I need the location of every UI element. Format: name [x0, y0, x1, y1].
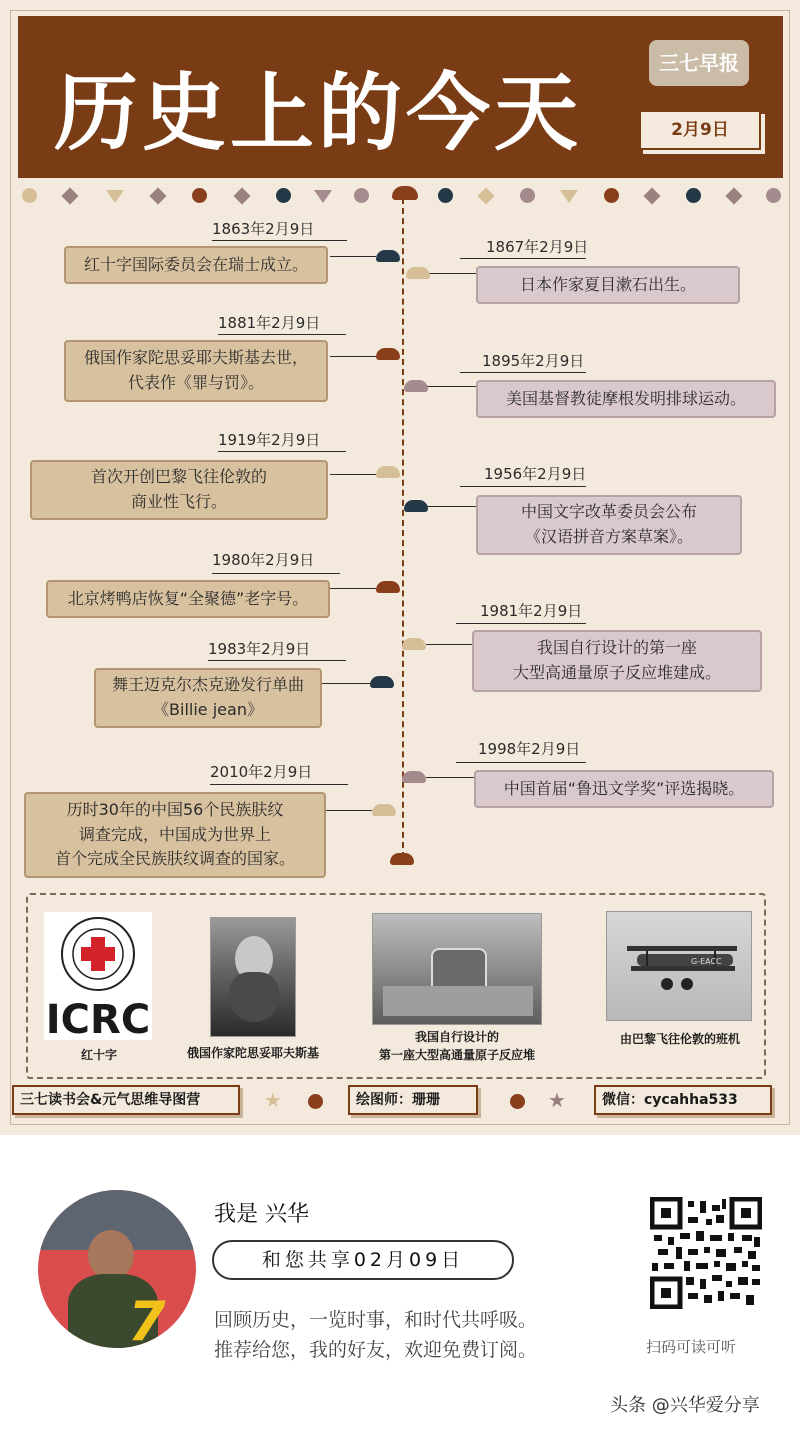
deco-dot: [22, 188, 37, 203]
footer-wechat: 微信：cycahha533: [594, 1085, 772, 1115]
decorative-row: [18, 186, 783, 206]
header-banner: [18, 16, 783, 178]
connector-line: [322, 683, 376, 684]
cloud-icon: [376, 250, 400, 262]
deco-heart: [314, 190, 332, 203]
cloud-icon: [404, 380, 428, 392]
deco-dot: [766, 188, 781, 203]
share-date-pill: 和您共享02月09日: [212, 1240, 514, 1280]
event-date: 1998年2月9日: [478, 740, 581, 758]
connector-line: [456, 623, 586, 624]
photo-caption: 我国自行设计的 第一座大型高通量原子反应堆: [378, 1030, 535, 1062]
connector-line: [218, 451, 346, 452]
event-date: 1919年2月9日: [218, 431, 321, 449]
cloud-icon: [372, 804, 396, 816]
cloud-icon: [390, 853, 414, 865]
connector-line: [330, 474, 376, 475]
date-tag: 2月9日: [639, 110, 761, 150]
cloud-icon: [370, 676, 394, 688]
deco-dot: [604, 188, 619, 203]
qr-caption: 扫码可读可听: [646, 1338, 737, 1356]
airplane-photo: [606, 911, 752, 1021]
cloud-icon: [376, 348, 400, 360]
deco-dot: [276, 188, 291, 203]
cloud-icon: [402, 771, 426, 783]
deco-diamond: [150, 188, 167, 205]
author-name: 我是 兴华: [214, 1202, 309, 1227]
intro-line-2: 推荐给您，我的好友，欢迎免费订阅。: [214, 1339, 538, 1361]
deco-heart: [106, 190, 124, 203]
event-box: 北京烤鸭店恢复“全聚德”老字号。: [46, 580, 330, 618]
connector-line: [460, 258, 586, 259]
page-title: 历史上的今天: [54, 64, 583, 162]
deco-diamond: [644, 188, 661, 205]
event-date: 1956年2月9日: [484, 465, 587, 483]
event-date: 1863年2月9日: [212, 220, 315, 238]
connector-line: [460, 486, 586, 487]
photo-caption: 红十字: [80, 1048, 117, 1062]
deco-heart: [560, 190, 578, 203]
icrc-logo: [44, 912, 152, 1043]
connector-line: [208, 660, 346, 661]
deco-diamond: [234, 188, 251, 205]
event-box: 日本作家夏目漱石出生。: [476, 266, 740, 304]
connector-line: [456, 762, 586, 763]
deco-dot: [686, 188, 701, 203]
event-box: 中国首届“鲁迅文学奖”评选揭晓。: [474, 770, 774, 808]
connector-line: [212, 240, 347, 241]
connector-line: [460, 372, 586, 373]
connector-line: [326, 810, 372, 811]
cloud-icon: [376, 581, 400, 593]
deco-dot: [520, 188, 535, 203]
qr-code-icon: [650, 1197, 762, 1309]
event-box: 舞王迈克尔杰克逊发行单曲 《Billie jean》: [94, 668, 322, 728]
connector-line: [426, 506, 476, 507]
brand-tag: 三七早报: [649, 40, 749, 86]
deco-dot: [192, 188, 207, 203]
event-box: 俄国作家陀思妥耶夫斯基去世， 代表作《罪与罚》。: [64, 340, 328, 402]
event-box: 历时30年的中国56个民族肤纹 调查完成，中国成为世界上 首个完成全民族肤纹调查的国家。: [24, 792, 326, 878]
portrait-photo: [210, 917, 296, 1037]
plane-registration: G-EACC: [691, 957, 722, 966]
event-date: 1881年2月9日: [218, 314, 321, 332]
deco-diamond: [62, 188, 79, 205]
photo-caption: 俄国作家陀思妥耶夫斯基: [186, 1046, 319, 1060]
connector-line: [330, 588, 376, 589]
event-box: 红十字国际委员会在瑞士成立。: [64, 246, 328, 284]
icrc-wordmark: ICRC: [45, 997, 151, 1043]
connector-line: [426, 777, 474, 778]
event-date: 1983年2月9日: [208, 640, 311, 658]
deco-dot: [354, 188, 369, 203]
event-box: 首次开创巴黎飞往伦敦的 商业性飞行。: [30, 460, 328, 520]
cloud-icon: [402, 638, 426, 650]
photo-caption: 由巴黎飞往伦敦的班机: [619, 1032, 740, 1046]
deco-diamond: [478, 188, 495, 205]
deco-dot: [438, 188, 453, 203]
event-date: 1895年2月9日: [482, 352, 585, 370]
watermark: 头条 @兴华爱分享: [610, 1395, 760, 1416]
event-date: 1981年2月9日: [480, 602, 583, 620]
reactor-photo: [372, 913, 542, 1025]
avatar[interactable]: [38, 1190, 196, 1348]
connector-line: [426, 386, 476, 387]
event-box: 美国基督教徒摩根发明排球运动。: [476, 380, 776, 418]
event-box: 中国文字改革委员会公布 《汉语拼音方案草案》。: [476, 495, 742, 555]
connector-line: [210, 784, 348, 785]
cloud-icon: [404, 500, 428, 512]
event-date: 1867年2月9日: [486, 238, 589, 256]
event-box: 我国自行设计的第一座 大型高通量原子反应堆建成。: [472, 630, 762, 692]
cloud-icon: [376, 466, 400, 478]
qr-code[interactable]: [650, 1197, 762, 1309]
connector-line: [218, 334, 346, 335]
star-icon: ★: [264, 1088, 282, 1112]
avatar-badge: 7: [128, 1290, 166, 1348]
cloud-icon: [392, 186, 418, 200]
deco-diamond: [726, 188, 743, 205]
deco-dot: [308, 1094, 323, 1109]
event-date: 1980年2月9日: [212, 551, 315, 569]
connector-line: [330, 356, 376, 357]
connector-line: [426, 644, 474, 645]
biplane-icon: [607, 912, 753, 1022]
connector-line: [426, 273, 476, 274]
event-date: 2010年2月9日: [210, 763, 313, 781]
footer-illustrator: 绘图师：珊珊: [348, 1085, 478, 1115]
connector-line: [330, 256, 376, 257]
connector-line: [212, 573, 340, 574]
intro-line-1: 回顾历史，一览时事，和时代共呼吸。: [214, 1309, 538, 1331]
timeline-axis: [402, 198, 404, 858]
cloud-icon: [406, 267, 430, 279]
deco-dot: [510, 1094, 525, 1109]
star-icon: ★: [548, 1088, 566, 1112]
footer-organizer: 三七读书会&元气思维导图营: [12, 1085, 240, 1115]
